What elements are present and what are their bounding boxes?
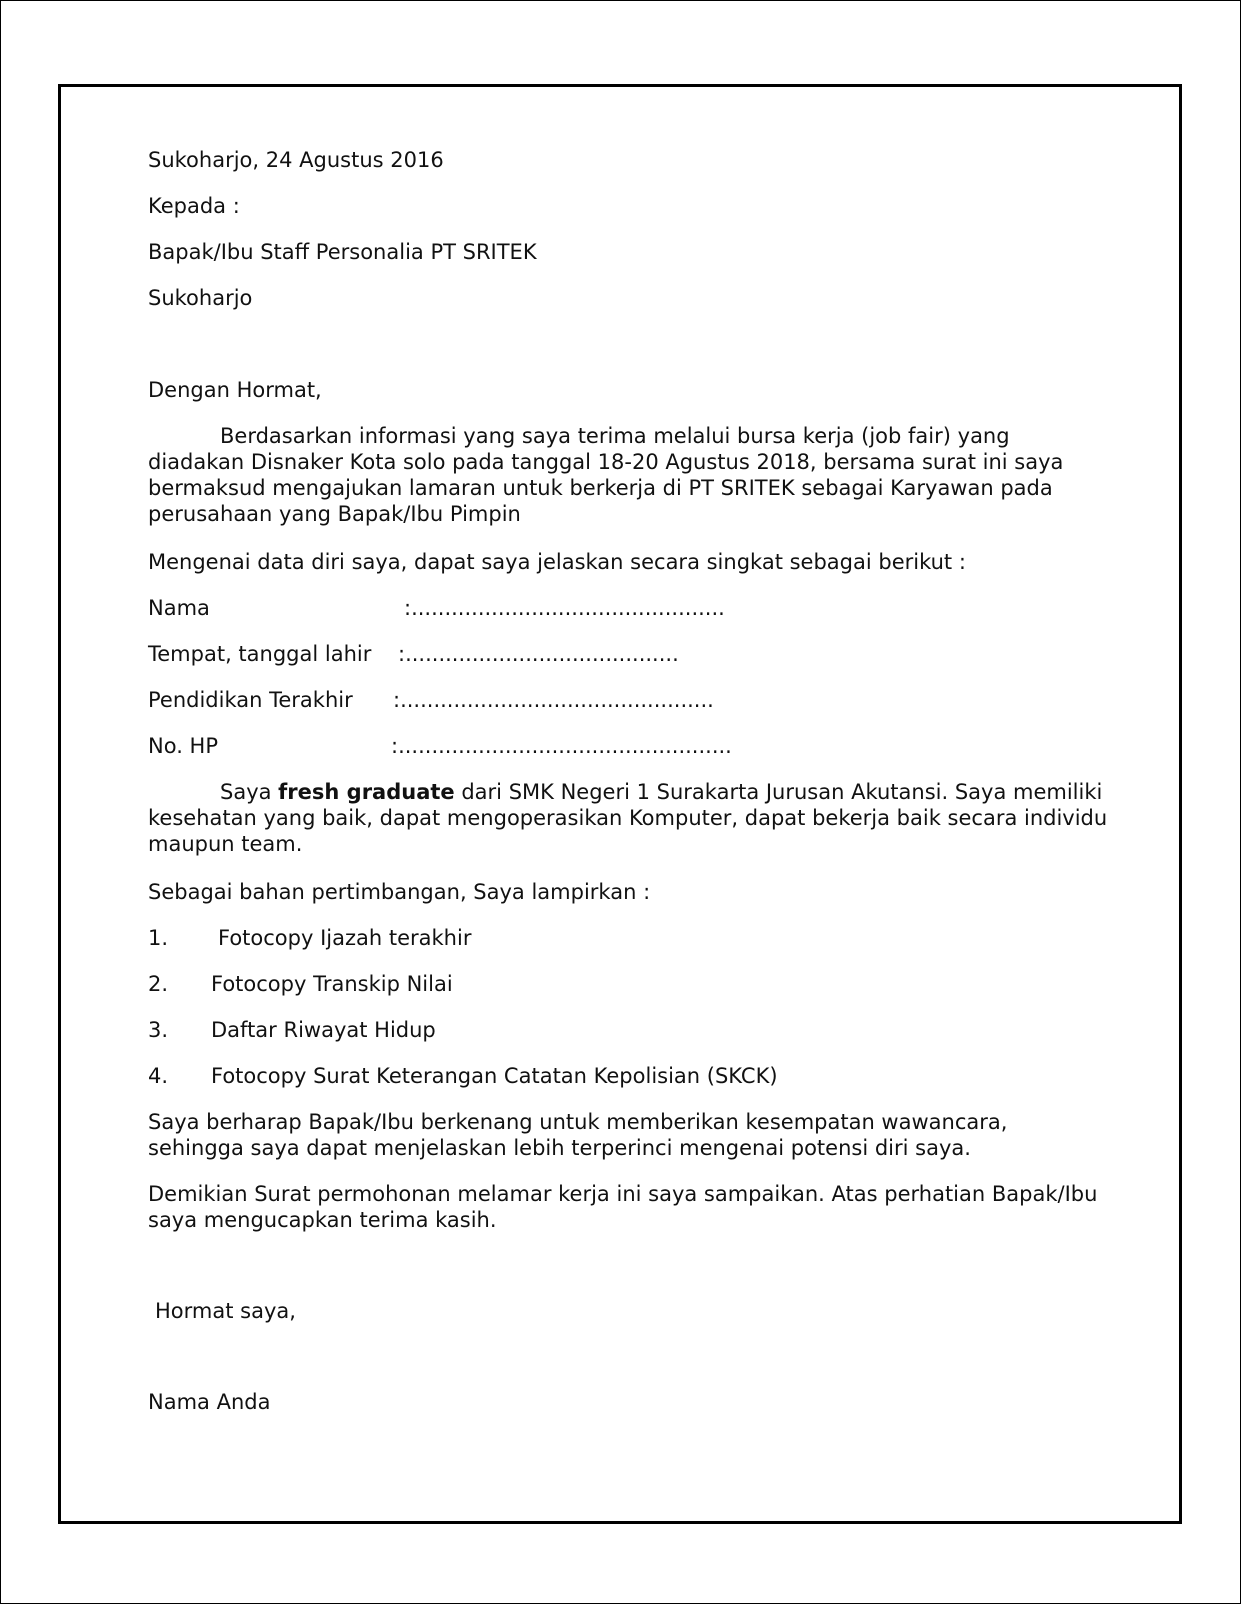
to-label: Kepada : (148, 194, 240, 218)
data-intro: Mengenai data diri saya, dapat saya jelaskan secara singkat sebagai berikut : (148, 550, 966, 574)
field-value-hp: :.................................................. (391, 734, 732, 758)
attachment-number: 1. (148, 926, 169, 950)
recipient-city: Sukoharjo (148, 286, 253, 310)
attachment-text: Fotocopy Surat Keterangan Catatan Kepolisian (SKCK) (211, 1064, 778, 1088)
attachment-text: Daftar Riwayat Hidup (211, 1018, 436, 1042)
date-line: Sukoharjo, 24 Agustus 2016 (148, 148, 444, 172)
paragraph-intro (148, 423, 1108, 527)
paragraph-intro-text: Berdasarkan informasi yang saya terima melalui bursa kerja (job fair) yang diadakan Disnaker Kota solo pada tanggal 18-20 Agustus 2018, bersama surat ini saya bermaksud mengajukan lamaran untuk berkerja di PT SRITEK sebagai Karyawan pada perusahaan yang Bapak/Ibu Pimpin (148, 424, 1064, 526)
attachment-text: Fotocopy Ijazah terakhir (218, 926, 472, 950)
field-label-hp: No. HP (148, 734, 218, 758)
field-label-ttl: Tempat, tanggal lahir (148, 642, 372, 666)
attachment-number: 4. (148, 1064, 169, 1088)
attachment-number: 3. (148, 1018, 169, 1042)
closing-salutation: Hormat saya, (155, 1299, 296, 1323)
paragraph-request: Saya berharap Bapak/Ibu berkenang untuk memberikan kesempatan wawancara, sehingga saya dapat menjelaskan lebih terperinci mengenai potensi diri saya. (148, 1110, 1008, 1160)
profile-post: dari SMK Negeri 1 Surakarta Jurusan Akutansi. Saya memiliki kesehatan yang baik, dapat mengoperasikan Komputer, dapat bekerja baik secara individu maupun team. (148, 780, 1108, 856)
paragraph-closing: Demikian Surat permohonan melamar kerja ini saya sampaikan. Atas perhatian Bapak/Ibu saya mengucapkan terima kasih. (148, 1182, 1098, 1232)
field-value-nama: :............................................... (404, 596, 725, 620)
field-value-pendidikan: :............................................... (393, 688, 714, 712)
recipient: Bapak/Ibu Staff Personalia PT SRITEK (148, 240, 537, 264)
attachment-number: 2. (148, 972, 169, 996)
profile-pre: Saya (220, 780, 279, 804)
field-label-pendidikan: Pendidikan Terakhir (148, 688, 353, 712)
greeting: Dengan Hormat, (148, 378, 322, 402)
profile-bold: fresh graduate (278, 780, 455, 804)
field-value-ttl: :......................................... (398, 642, 679, 666)
field-label-nama: Nama (148, 596, 210, 620)
attachment-text: Fotocopy Transkip Nilai (211, 972, 453, 996)
paragraph-profile (148, 779, 1108, 857)
signature-name: Nama Anda (148, 1390, 271, 1414)
attachments-intro: Sebagai bahan pertimbangan, Saya lampirkan : (148, 880, 651, 904)
